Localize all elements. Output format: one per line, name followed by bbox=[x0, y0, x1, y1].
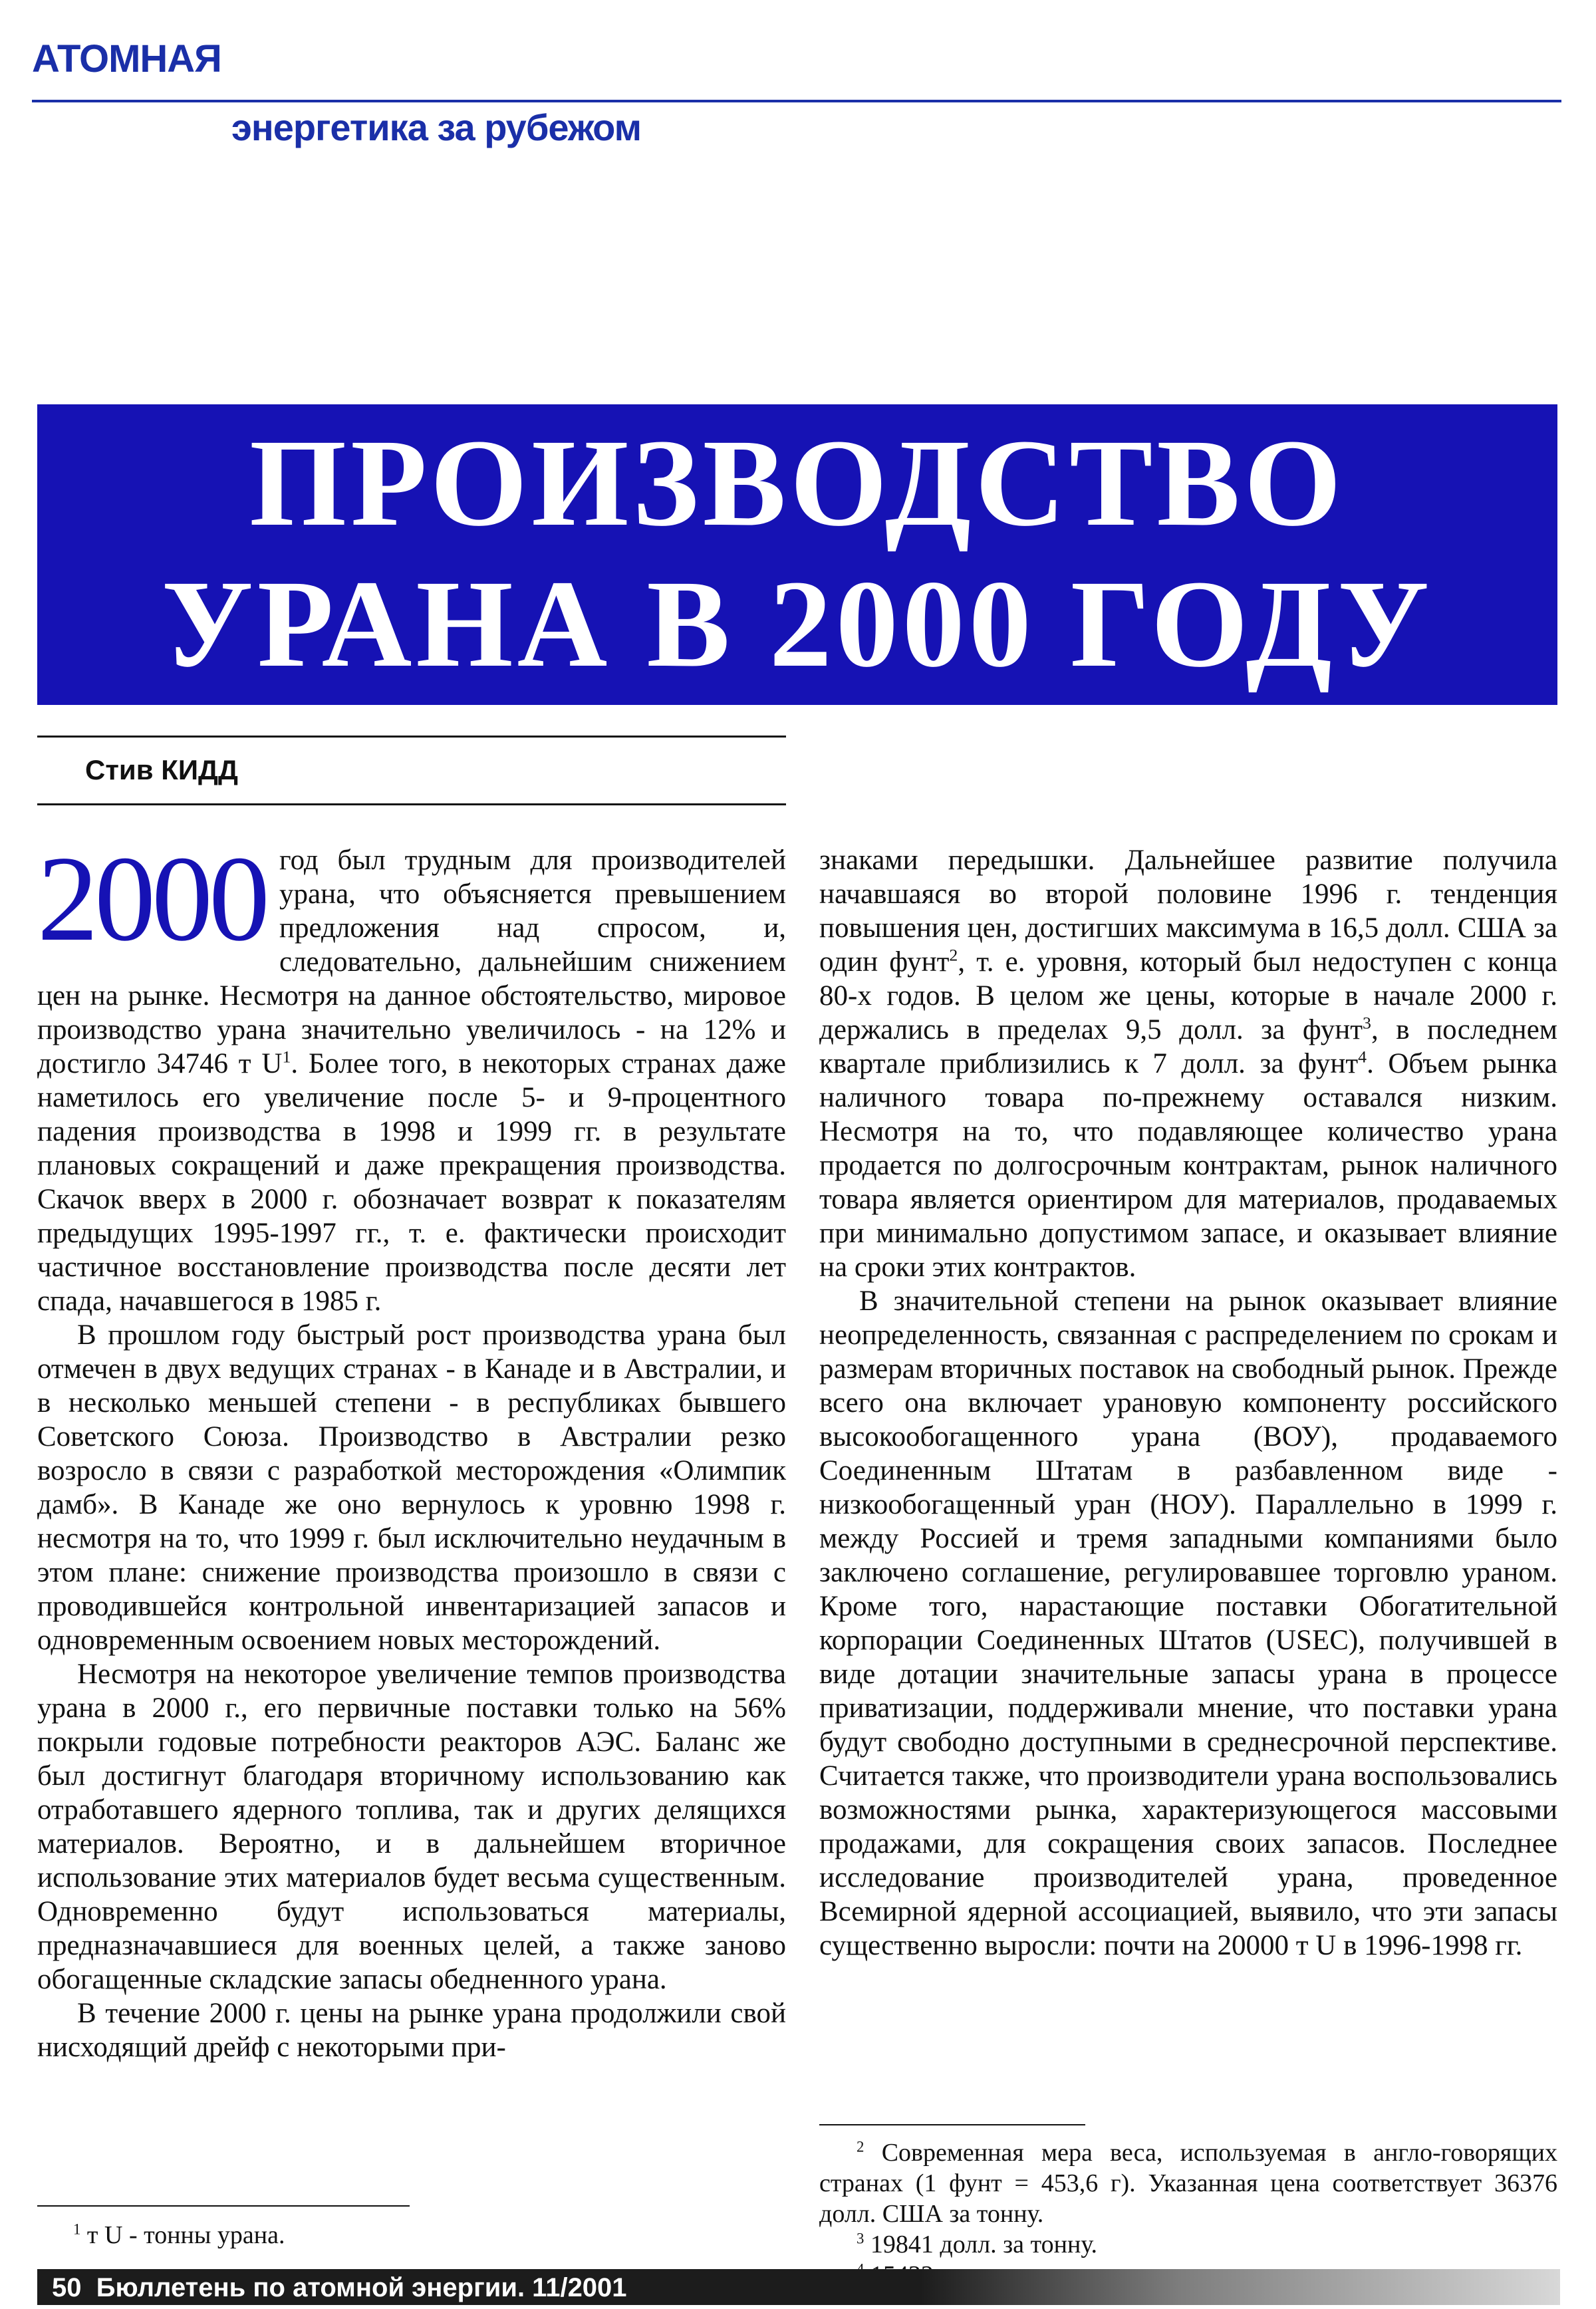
paragraph: В течение 2000 г. цены на рынке урана продолжили свой нисходящий дрейф с некоторыми при- bbox=[37, 1998, 786, 2063]
article-title-line-2: УРАНА В 2000 ГОДУ bbox=[161, 554, 1434, 693]
footnote-3: $^3$ 19841 долл. за тонну. bbox=[857, 2230, 1098, 2258]
paragraph: В прошлом году быстрый рост производства урана был отмечен в двух ведущих странах - в Канаде и в Австралии, и в несколько меньшей степени - в республиках бывшего Советского Союза. Производство в Австралии резко возросло в связи с разработкой месторождения «Олимпик дамб». В Канаде же оно вернулось к уровню 1998 г. несмотря на то, что 1999 г. был исключительно неудачным в этом плане: снижение производства произошло в связи с проводившейся контрольной инвентаризацией запасов и одновременным освоением новых месторождений. bbox=[37, 1319, 786, 1656]
author-rule-top bbox=[37, 736, 786, 738]
footer-text bbox=[52, 2273, 627, 2303]
footnote-rule-left bbox=[37, 2205, 410, 2207]
article-column-1 bbox=[37, 831, 786, 2064]
footnote-ref: 4 bbox=[1358, 1047, 1367, 1067]
footnote-ref: 1 bbox=[282, 1047, 291, 1067]
rubric-rule bbox=[32, 100, 1561, 102]
article-column-2 bbox=[819, 843, 1557, 1963]
footnote-rule-right bbox=[819, 2124, 1085, 2125]
paragraph: Несмотря на некоторое увеличение темпов производства урана в 2000 г., его первичные поставки только на 56% покрыли годовые потребности реакторов АЭС. Баланс же был достигнут благодаря вторичному использованию как отработавшего ядерного топлива, так и других делящихся материалов. Вероятно, и в дальнейшем вторичное использование этих материалов будет весьма существенным. Одновременно будут использоваться материалы, предназначавшиеся для военных целей, а также заново обогащенные складские запасы обедненного урана. bbox=[37, 1659, 786, 1995]
journal-name: Бюллетень по атомной энергии. 11/2001 bbox=[96, 2273, 627, 2302]
drop-cap: 2000 bbox=[37, 831, 266, 966]
page-footer bbox=[37, 2269, 1560, 2305]
footnote-2: $^2$ Современная мера веса, используемая в англо-говорящих странах (1 фунт = 453,6 г). Указанная цена соответствует 36376 долл. США за тонну. bbox=[819, 2138, 1558, 2228]
section-rubric bbox=[32, 37, 1564, 148]
footnote-ref: 2 bbox=[949, 945, 958, 965]
footnote-1: $^1$ т U - тонны урана. bbox=[73, 2221, 285, 2249]
title-banner bbox=[37, 404, 1557, 705]
author-name: Стив КИДД bbox=[85, 754, 238, 785]
paragraph: год был трудным для производителей урана, что объясняется превышением предложения над спросом, и, следовательно, дальнейшим снижением цен на рынке. Несмотря на данное обстоятельство, мировое производство урана значительно увеличилось - на 12% и достигло 34746 т $U^1$. Более того, в некоторых странах даже наметилось его увеличение после 5- и 9-процентного падения производства в 1998 и 1999 гг. в результате плановых сокращений и даже прекращения производства. Скачок вверх в 2000 г. обозначает возврат к показателям предыдущих 1995-1997 гг., т. е. фактически происходит частичное восстановление производства после десяти лет спада, начавшегося в 1985 г. bbox=[37, 845, 786, 1317]
footnotes-right bbox=[819, 2137, 1557, 2290]
paragraph: В значительной степени на рынок оказывает влияние неопределенность, связанная с распределением по срокам и размерам вторичных поставок на свободный рынок. Прежде всего она включает урановую компоненту российского высокообогащенного урана (ВОУ), продаваемого Соединенным Штатам в разбавленном виде - низкообогащенный уран (НОУ). Параллельно в 1999 г. между Россией и тремя западными компаниями было заключено соглашение, регулировавшее торговлю ураном. Кроме того, нарастающие поставки Обогатительной корпорации Соединенных Штатов (USEC), получившей в виде дотации значительные запасы урана в процессе приватизации, поддерживали мнение, что поставки урана будут свободно доступными в среднесрочной перспективе. Считается также, что производители урана воспользовались возможностями рынка, характеризующегося массовыми продажами, для сокращения своих запасов. Последнее исследование производителей урана, проведенное Всемирной ядерной ассоциацией, выявило, что эти запасы существенно выросли: почти на 20000 т U в 1996-1998 гг. bbox=[819, 1286, 1558, 1961]
rubric-title: АТОМНАЯ bbox=[32, 37, 221, 80]
rubric-subtitle: энергетика за рубежом bbox=[231, 106, 642, 148]
author-rule-bottom bbox=[37, 803, 786, 805]
article-title-line-1: ПРОИЗВОДСТВО bbox=[249, 413, 1346, 552]
footnote-ref: 3 bbox=[1363, 1013, 1371, 1033]
page-number: 50 bbox=[52, 2273, 82, 2302]
paragraph: знаками передышки. Дальнейшее развитие получила начавшаяся во второй половине 1996 г. тенденция повышения цен, достигших максимума в 16,5 долл. США за один фунт$^2$, т. е. уровня, который был недоступен с конца 80-х годов. В целом же цены, которые в начале 2000 г. держались в пределах 9,5 долл. за фунт$^3$, в последнем квартале приблизились к 7 долл. за фунт$^4$. Объем рынка наличного товара по-прежнему оставался низким. Несмотря на то, что подавляющее количество урана продается по долгосрочным контрактам, рынок наличного товара является ориентиром для материалов, продаваемых при минимально допустимом запасе, и оказывает влияние на сроки этих контрактов. bbox=[819, 845, 1557, 1283]
